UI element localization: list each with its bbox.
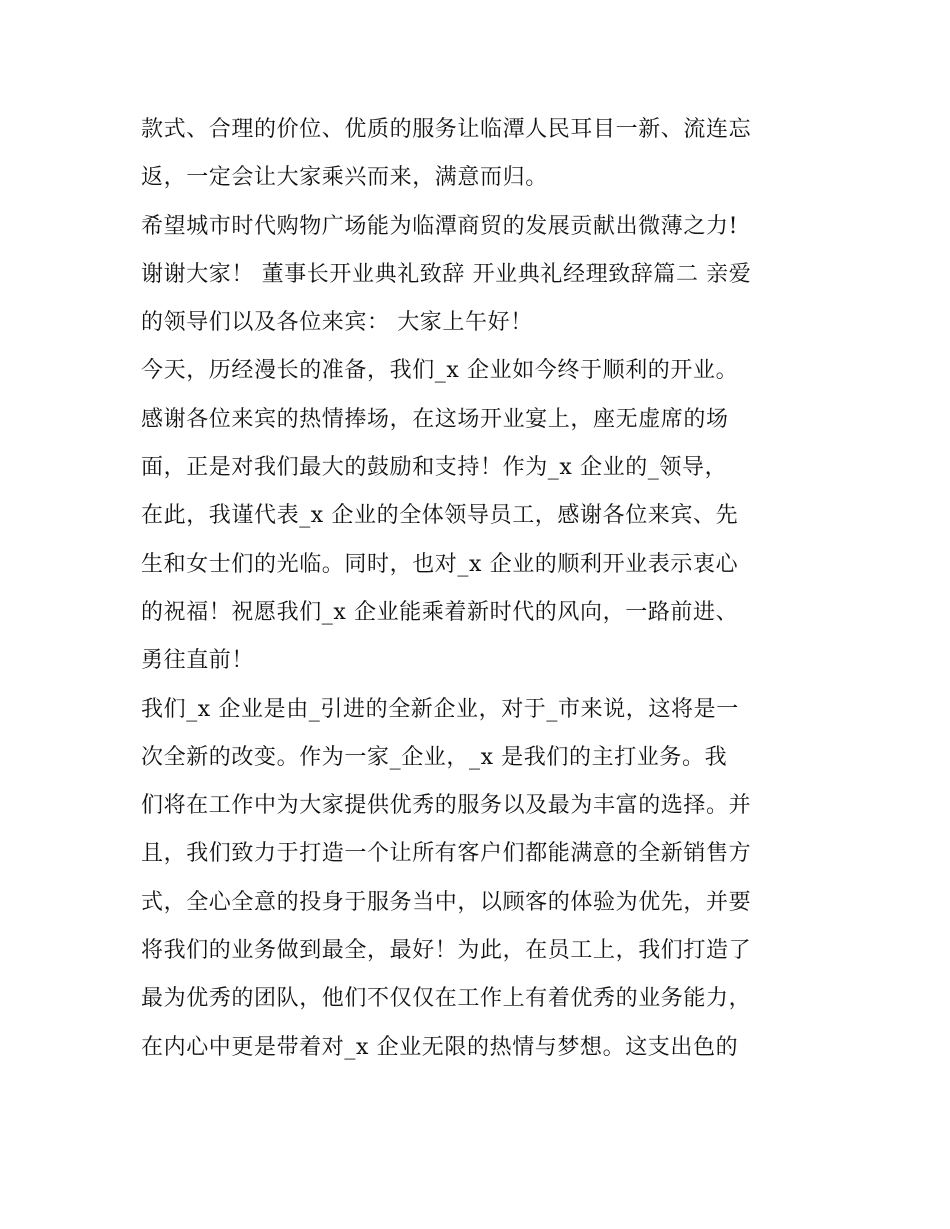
text-line: 在内心中更是带着对_x 企业无限的热情与梦想。这支出色的 <box>141 1034 739 1060</box>
text-line: 在此，我谨代表_x 企业的全体领导员工，感谢各位来宾、先 <box>141 503 739 529</box>
text-line: 次全新的改变。作为一家_企业，_x 是我们的主打业务。我 <box>141 744 728 770</box>
text-line: 谢谢大家！ 董事长开业典礼致辞 开业典礼经理致辞篇二 亲爱 <box>141 261 752 287</box>
text-line: 返，一定会让大家乘兴而来，满意而归。 <box>141 165 548 191</box>
text-line: 感谢各位来宾的热情捧场，在这场开业宴上，座无虚席的场 <box>141 406 729 432</box>
text-line: 式，全心全意的投身于服务当中，以顾客的体验为优先，并要 <box>141 889 752 915</box>
text-line: 面，正是对我们最大的鼓励和支持！作为_x 企业的_领导， <box>141 455 728 481</box>
text-line: 且，我们致力于打造一个让所有客户们都能满意的全新销售方 <box>141 841 752 867</box>
text-line: 的祝福！祝愿我们_x 企业能乘着新时代的风向，一路前进、 <box>141 599 739 625</box>
text-line: 勇往直前！ <box>141 648 255 674</box>
document-body <box>141 106 813 1072</box>
text-line: 将我们的业务做到最全，最好！为此，在员工上，我们打造了 <box>141 938 752 964</box>
text-line: 们将在工作中为大家提供优秀的服务以及最为丰富的选择。并 <box>141 793 752 819</box>
text-line: 今天，历经漫长的准备，我们_x 企业如今终于顺利的开业。 <box>141 358 739 384</box>
text-line: 希望城市时代购物广场能为临潭商贸的发展贡献出微薄之力! <box>141 213 739 239</box>
text-line: 最为优秀的团队，他们不仅仅在工作上有着优秀的业务能力， <box>141 986 752 1012</box>
text-line: 款式、合理的价位、优质的服务让临潭人民耳目一新、流连忘 <box>141 117 752 142</box>
text-line: 的领导们以及各位来宾： 大家上午好！ <box>141 310 533 336</box>
text-line: 我们_x 企业是由_引进的全新企业，对于_市来说，这将是一 <box>141 696 739 722</box>
text-line: 生和女士们的光临。同时，也对_x 企业的顺利开业表示衷心 <box>141 551 739 577</box>
